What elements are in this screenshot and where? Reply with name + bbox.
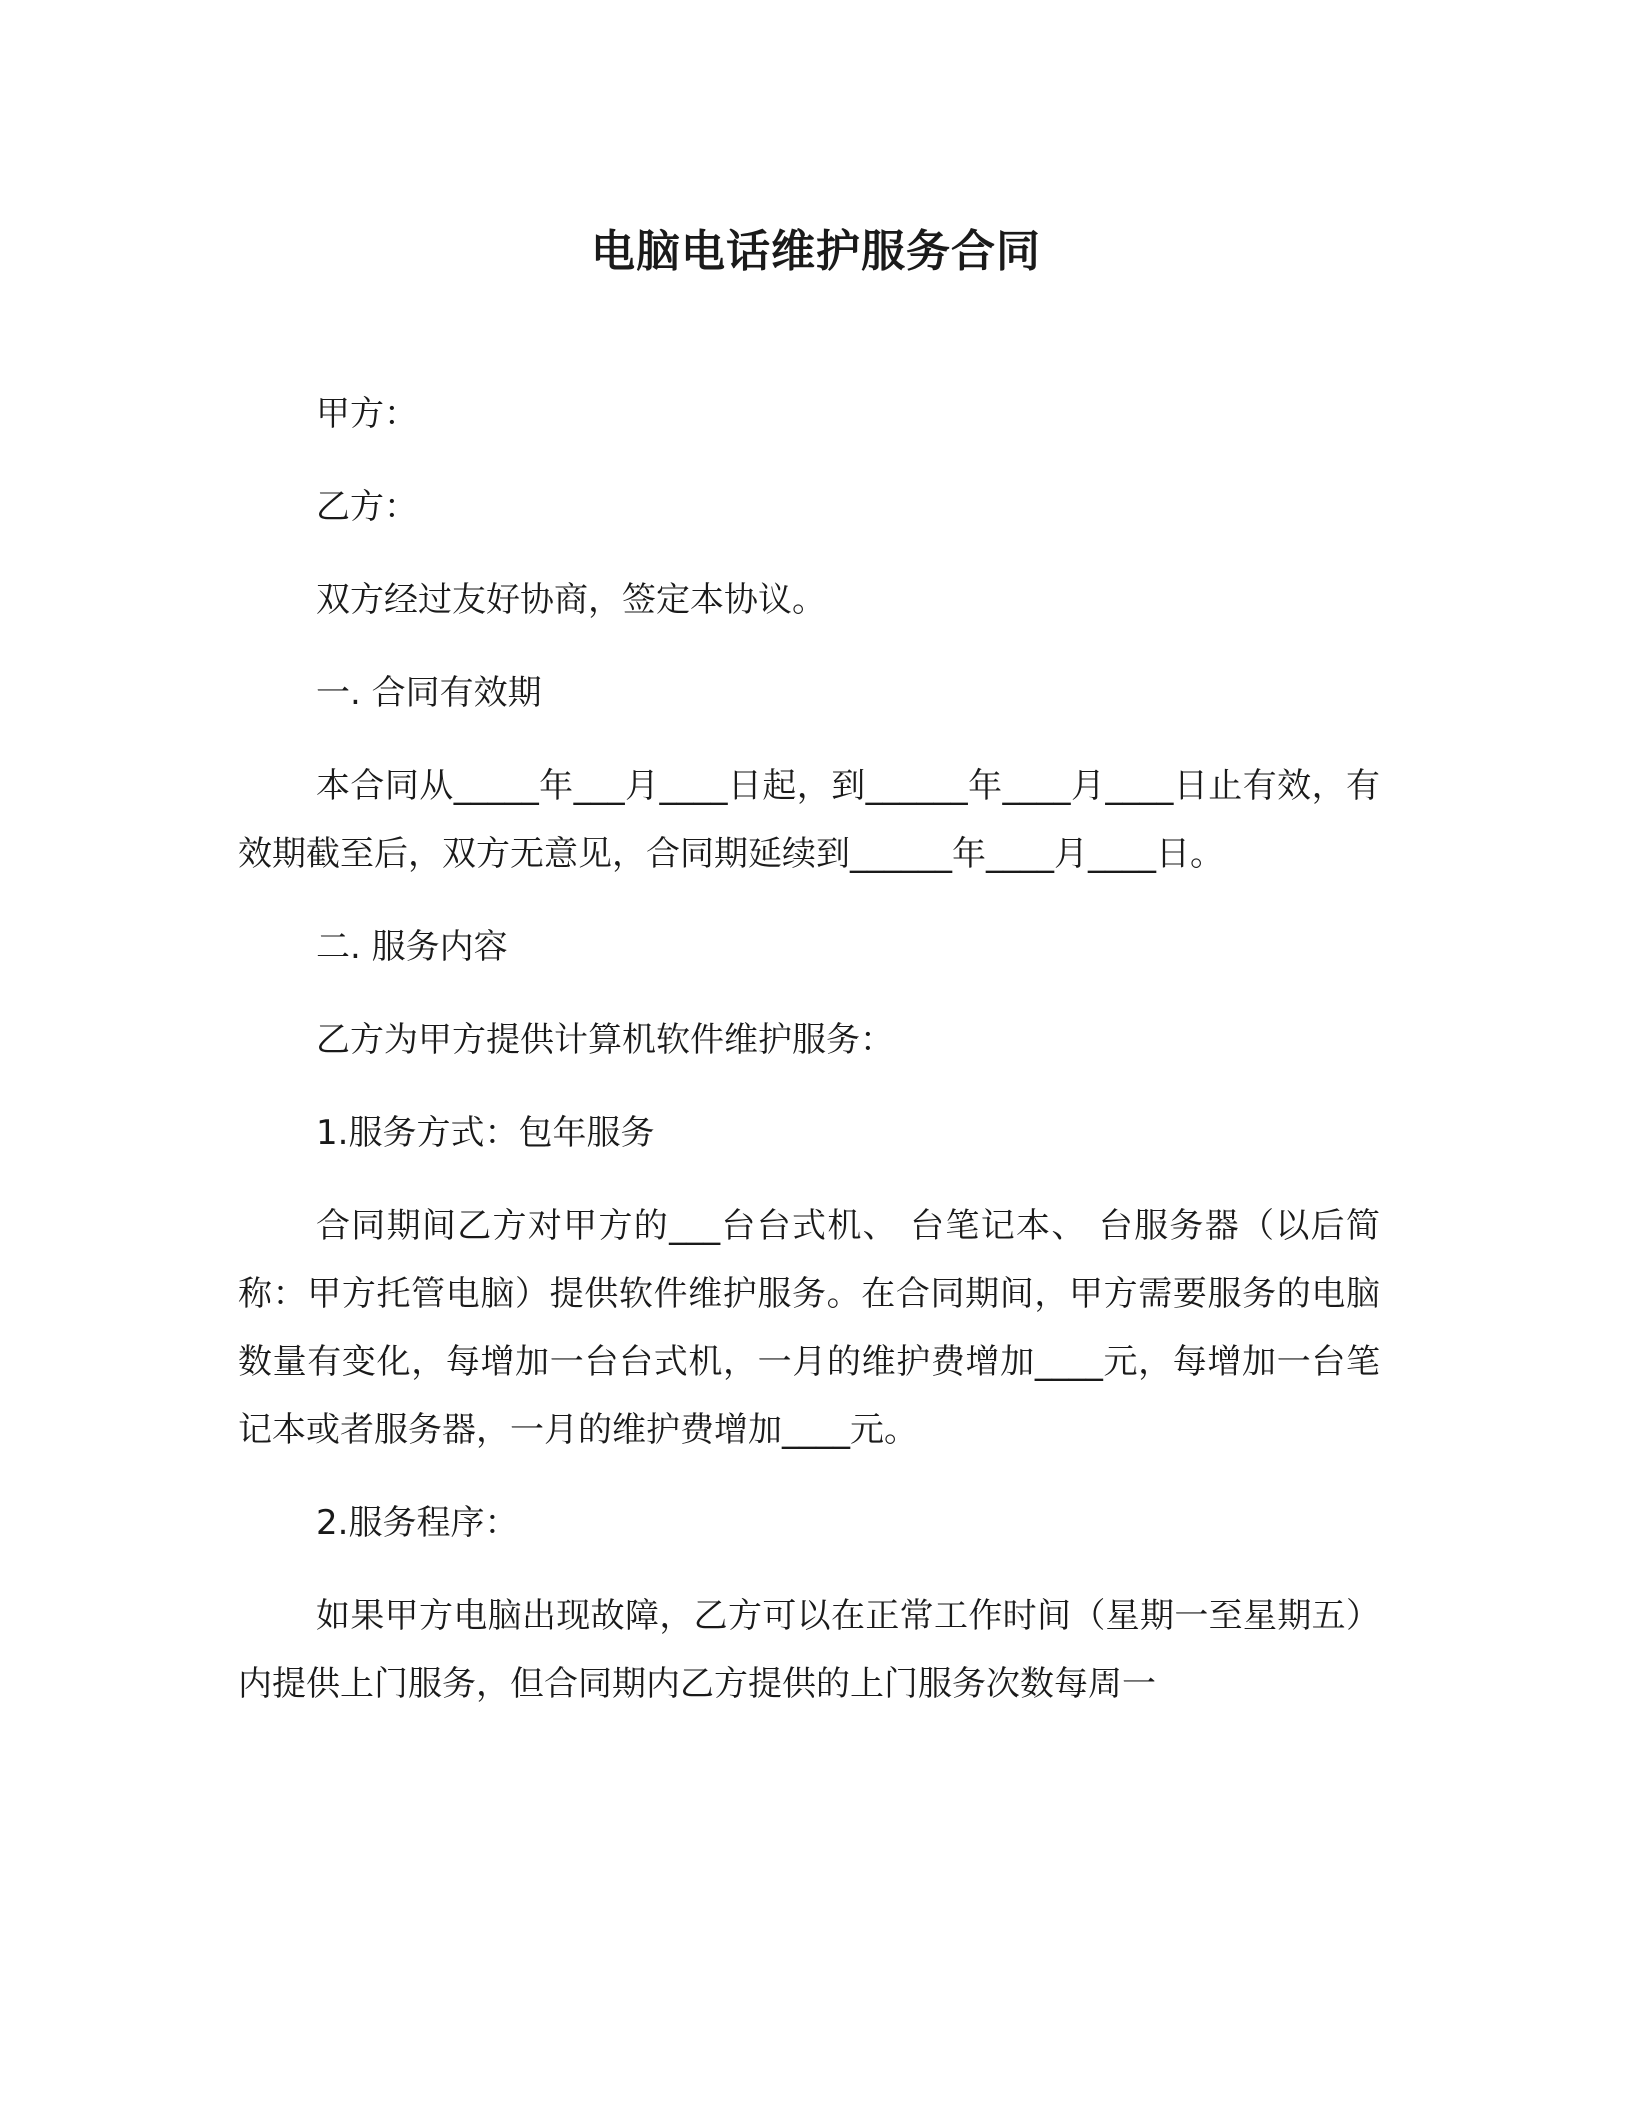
agreement-intro: 双方经过友好协商，签定本协议。 [316, 580, 826, 620]
service-procedure-heading: 2.服务程序： [316, 1503, 519, 1543]
service-method-paragraph: 合同期间乙方对甲方的___台台式机、 台笔记本、 台服务器（以后简称：甲方托管电脑）提供软件维护服务。在合同期间，甲方需要服务的电脑数量有变化，每增加一台台式机，一月的维护费增加____元，每增加一台笔记本或者服务器，一月的维护费增加____元。 [238, 1206, 1380, 1450]
party-a-line: 甲方： [316, 394, 418, 434]
section-heading-validity: 一. 合同有效期 [316, 673, 542, 713]
validity-paragraph: 本合同从_____年___月____日起，到______年____月____日止有效，有效期截至后，双方无意见，合同期延续到______年____月____日。 [238, 766, 1380, 874]
service-method-heading: 1.服务方式：包年服务 [316, 1113, 655, 1153]
party-b-line: 乙方： [316, 487, 418, 527]
service-intro: 乙方为甲方提供计算机软件维护服务： [316, 1020, 894, 1060]
service-procedure-paragraph: 如果甲方电脑出现故障，乙方可以在正常工作时间（星期一至星期五）内提供上门服务，但合同期内乙方提供的上门服务次数每周一 [238, 1596, 1380, 1704]
section-heading-service: 二. 服务内容 [316, 927, 508, 967]
document-body [238, 380, 1380, 1743]
document-title: 电脑电话维护服务合同 [591, 226, 1041, 277]
